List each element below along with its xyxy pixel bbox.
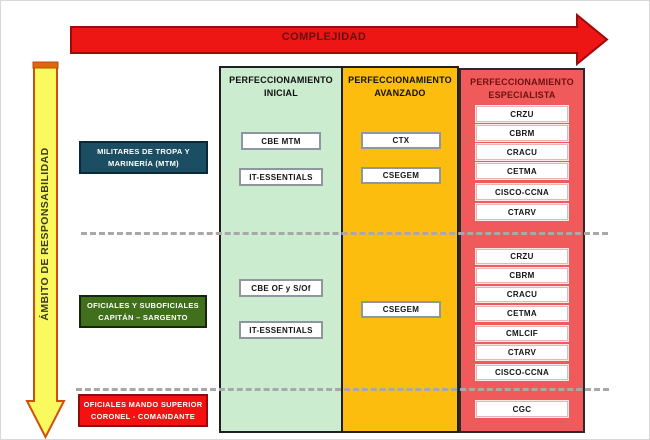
course-box: CBRM bbox=[476, 125, 568, 141]
row-label-mando-line1: OFICIALES MANDO SUPERIOR bbox=[83, 399, 203, 409]
course-box: CSEGEM bbox=[361, 167, 441, 184]
course-box: CTARV bbox=[476, 204, 568, 220]
row-label-mando-line2: CORONEL - COMANDANTE bbox=[90, 411, 196, 421]
course-box: IT-ESSENTIALS bbox=[239, 168, 323, 186]
column-inicial-header-line2: INICIAL bbox=[264, 87, 298, 98]
course-box: IT-ESSENTIALS bbox=[239, 321, 323, 339]
column-perfeccionamiento-avanzado bbox=[343, 66, 459, 433]
row-label-oficiales-suboficiales bbox=[79, 295, 207, 328]
responsibility-arrow-label: ÁMBITO DE RESPONSABILIDAD bbox=[39, 147, 51, 321]
course-box: CETMA bbox=[476, 163, 568, 179]
row-separator-dashed-line bbox=[81, 232, 608, 235]
course-box: CSEGEM bbox=[361, 301, 441, 318]
course-box: CBRM bbox=[476, 268, 568, 283]
column-perfeccionamiento-inicial bbox=[219, 66, 343, 433]
column-especialista-header-line2: ESPECIALISTA bbox=[488, 89, 556, 100]
course-box: CISCO-CCNA bbox=[476, 184, 568, 200]
column-inicial-header bbox=[221, 74, 341, 99]
column-especialista-header-line1: PERFECCIONAMIENTO bbox=[470, 77, 574, 87]
column-avanzado-header bbox=[343, 74, 457, 99]
course-box: CISCO-CCNA bbox=[476, 365, 568, 380]
row-label-mtm-line1: MILITARES DE TROPA Y bbox=[97, 146, 190, 156]
course-box: CETMA bbox=[476, 306, 568, 321]
course-box: CTARV bbox=[476, 345, 568, 360]
course-box: CBE OF y S/Of bbox=[239, 279, 323, 297]
course-box: CBE MTM bbox=[241, 132, 321, 150]
course-box: CTX bbox=[361, 132, 441, 149]
complexity-arrow-label: COMPLEJIDAD bbox=[281, 31, 367, 43]
course-box: CGC bbox=[476, 401, 568, 417]
course-box: CMLCIF bbox=[476, 326, 568, 341]
course-box: CRZU bbox=[476, 106, 568, 122]
row-label-oficiales-line2: CAPITÁN – SARGENTO bbox=[98, 312, 188, 322]
course-box: CRACU bbox=[476, 287, 568, 302]
course-box: CRZU bbox=[476, 249, 568, 264]
responsibility-arrow bbox=[1, 1, 71, 440]
row-label-oficiales-mando-superior bbox=[78, 394, 208, 427]
column-avanzado-header-line2: AVANZADO bbox=[374, 87, 426, 98]
column-perfeccionamiento-especialista bbox=[459, 68, 585, 433]
column-inicial-header-line1: PERFECCIONAMIENTO bbox=[229, 75, 333, 85]
row-label-oficiales-line1: OFICIALES Y SUBOFICIALES bbox=[87, 300, 199, 310]
column-avanzado-header-line1: PERFECCIONAMIENTO bbox=[348, 75, 452, 85]
course-box: CRACU bbox=[476, 144, 568, 160]
row-label-mtm-line2: MARINERÍA (MTM) bbox=[108, 158, 179, 168]
row-label-militares-tropa-marineria bbox=[79, 141, 208, 174]
column-especialista-header bbox=[461, 76, 583, 101]
row-separator-dashed-line bbox=[76, 388, 609, 391]
